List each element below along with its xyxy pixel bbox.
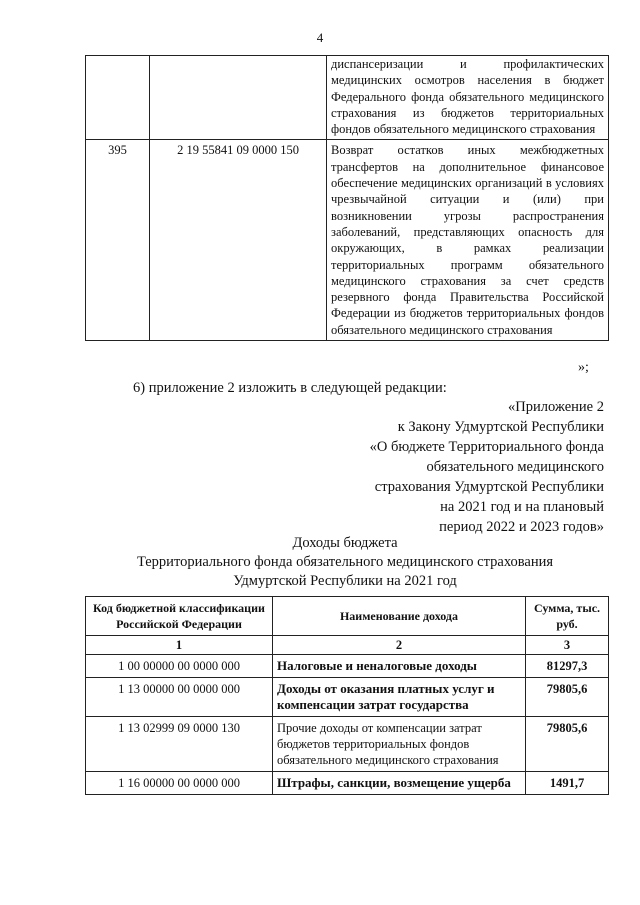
row-number-cell (86, 56, 150, 140)
title-line: Доходы бюджета (292, 535, 398, 551)
row-number-cell: 395 (86, 140, 150, 341)
table-row (86, 56, 609, 140)
table-row (86, 678, 609, 717)
column-number-row (86, 636, 609, 655)
appendix-header (370, 397, 604, 537)
name-cell: Налоговые и неналоговые доходы (273, 655, 526, 678)
appendix-line: «О бюджете Территориального фонда (369, 439, 604, 455)
appendix-line: страхования Удмуртской Республики (374, 479, 604, 495)
table-row (86, 655, 609, 678)
sum-cell: 81297,3 (526, 655, 609, 678)
code-cell (150, 56, 327, 140)
code-cell: 2 19 55841 09 0000 150 (150, 140, 327, 341)
description-cell: Возврат остатков иных межбюджетных трансфертов на дополнительное финансовое обеспечение медицинских организаций в условиях чрезвычайной ситуации и (или) при возникновении угрозы распространения заболеваний, представляющих опасность для окружающих, в рамках реализации территориальных программ обязательного медицинского страхования за счет средств резервного фонда Правительства Российской Федерации из бюджетов территориальных фондов обязательного медицинского страхования (327, 140, 609, 341)
title-line: Удмуртской Республики на 2021 год (233, 573, 457, 589)
revenue-table (85, 596, 609, 795)
name-cell: Доходы от оказания платных услуг и компенсации затрат государства (273, 678, 526, 717)
column-number: 1 (86, 636, 273, 655)
column-number: 2 (273, 636, 526, 655)
header-code: Код бюджетной классификации Российской Федерации (86, 597, 273, 636)
appendix-line: период 2022 и 2023 годов» (439, 519, 604, 535)
column-number: 3 (526, 636, 609, 655)
continuation-table (85, 55, 609, 341)
sum-cell: 79805,6 (526, 717, 609, 772)
appendix-line: к Закону Удмуртской Республики (397, 419, 604, 435)
code-cell: 1 00 00000 00 0000 000 (86, 655, 273, 678)
header-row (86, 597, 609, 636)
table-row (86, 140, 609, 341)
title-line: Территориального фонда обязательного медицинского страхования (136, 554, 554, 570)
appendix-line: на 2021 год и на плановый (440, 499, 604, 515)
sum-cell: 79805,6 (526, 678, 609, 717)
document-title (0, 534, 640, 591)
appendix-line: обязательного медицинского (426, 459, 604, 475)
header-name: Наименование дохода (273, 597, 526, 636)
closing-quote: »; (578, 360, 589, 375)
sum-cell: 1491,7 (526, 772, 609, 795)
appendix-line: «Приложение 2 (508, 399, 604, 415)
code-cell: 1 13 00000 00 0000 000 (86, 678, 273, 717)
amendment-paragraph: 6) приложение 2 изложить в следующей редакции: (133, 380, 447, 396)
description-cell: диспансеризации и профилактических медицинских осмотров населения в бюджет Федерального фонда обязательного медицинского страхования из бюджетов территориальных фондов обязательного медицинского страхования (327, 56, 609, 140)
header-sum: Сумма, тыс. руб. (526, 597, 609, 636)
table-row (86, 772, 609, 795)
name-cell: Прочие доходы от компенсации затрат бюджетов территориальных фондов обязательного медицинского страхования (273, 717, 526, 772)
page-number: 4 (316, 30, 324, 45)
code-cell: 1 13 02999 09 0000 130 (86, 717, 273, 772)
table-row (86, 717, 609, 772)
code-cell: 1 16 00000 00 0000 000 (86, 772, 273, 795)
name-cell: Штрафы, санкции, возмещение ущерба (273, 772, 526, 795)
